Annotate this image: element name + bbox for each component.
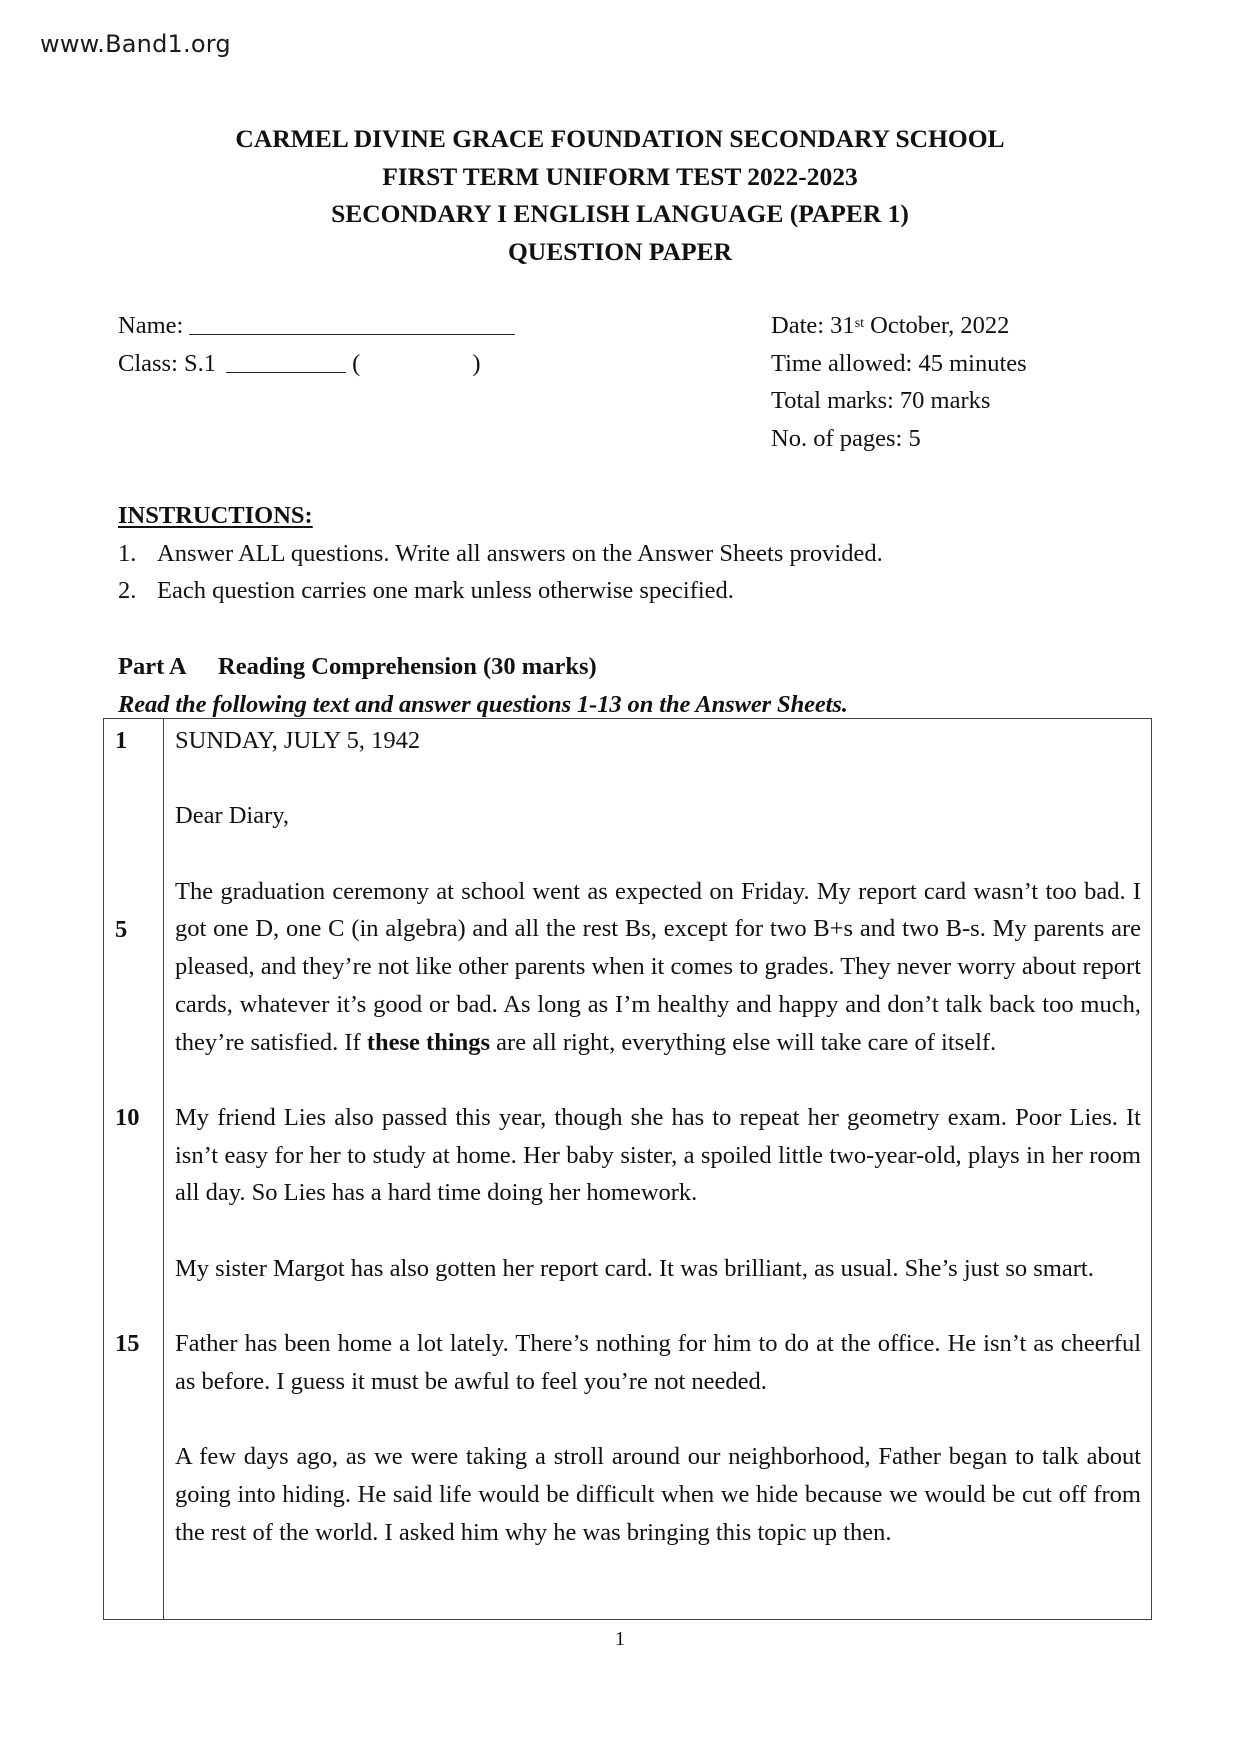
name-label: Name:: [118, 312, 184, 339]
paragraph-text: are all right, everything else will take care of itself.: [490, 1028, 997, 1056]
part-instruction: Read the following text and answer questions 1-13 on the Answer Sheets.: [118, 690, 848, 718]
exam-date: [771, 307, 1027, 345]
exam-title: FIRST TERM UNIFORM TEST 2022-2023: [382, 161, 858, 191]
paper-type: QUESTION PAPER: [507, 237, 733, 267]
passage-paragraph: A few days ago, as we were taking a stroll around our neighborhood, Father began to talk about going into hiding. He said life would be difficult when we hide because we would be cut off from the rest of the world. I asked him why he was bringing this topic up then.: [175, 1443, 1141, 1546]
page-number: 1: [615, 1628, 625, 1650]
date-prefix: Date: 31: [771, 312, 855, 339]
class-number-open-paren: (: [352, 349, 361, 377]
page-count: No. of pages: 5: [771, 425, 921, 453]
passage-paragraph: My friend Lies also passed this year, though she has to repeat her geometry exam. Poor Lies. It isn’t easy for her to study at home. Her baby sister, a spoiled little two-year-old, plays in her room all day. So Lies has a hard time doing her homework.: [175, 1103, 1141, 1207]
diary-date: SUNDAY, JULY 5, 1942: [175, 727, 421, 754]
name-field[interactable]: [189, 314, 515, 335]
line-number-divider: [163, 719, 164, 1619]
part-label: Part A: [118, 653, 187, 680]
instruction-text: Each question carries one mark unless otherwise specified.: [157, 577, 734, 605]
passage-paragraph: [175, 873, 1141, 1062]
student-info: [118, 307, 515, 382]
part-title: Reading Comprehension (30 marks): [218, 653, 597, 680]
line-number: 10: [115, 1104, 140, 1131]
part-a-header: [118, 648, 848, 723]
subject-title: SECONDARY I ENGLISH LANGUAGE (PAPER 1): [331, 199, 909, 229]
exam-header: [0, 120, 1240, 271]
paragraph-text: The graduation ceremony at school went as expected on Friday. My report card wasn’t too bad. I got one D, one C (in algebra) and all the rest Bs, except for two B+s and two B-s. My parents are pleased, and they’re not like other parents when it comes to grades. They never worry about report cards, whatever it’s good or bad. As long as I’m healthy and happy and don’t talk back too much, they’re satisfied. If: [175, 877, 1141, 1056]
instructions: [118, 497, 883, 610]
part-heading: [118, 648, 848, 686]
line-number: 1: [115, 727, 128, 754]
instructions-heading: INSTRUCTIONS:: [118, 502, 313, 529]
passage-paragraph: My sister Margot has also gotten her report card. It was brilliant, as usual. She’s just so smart.: [175, 1254, 1094, 1282]
watermark: www.Band1.org: [40, 30, 231, 58]
class-label: Class: S.1: [118, 349, 217, 377]
instruction-number: 2.: [118, 577, 137, 605]
instruction-item: [118, 572, 883, 610]
passage-text: [175, 722, 1141, 1551]
highlighted-phrase: these things: [366, 1028, 491, 1056]
name-row: [118, 307, 515, 345]
instruction-item: [118, 535, 883, 573]
class-field[interactable]: [226, 352, 346, 373]
class-number-close-paren: ): [472, 349, 481, 377]
line-number: 5: [115, 915, 128, 943]
reading-passage: [103, 718, 1152, 1620]
class-row: [118, 345, 515, 383]
school-name: CARMEL DIVINE GRACE FOUNDATION SECONDARY SCHOOL: [235, 124, 1005, 153]
instruction-number: 1.: [118, 539, 137, 567]
line-number: 15: [115, 1330, 140, 1357]
exam-info: [771, 307, 1027, 458]
date-suffix: October, 2022: [864, 312, 1010, 339]
date-ordinal: st: [854, 316, 865, 331]
time-allowed: Time allowed: 45 minutes: [771, 349, 1027, 377]
total-marks: Total marks: 70 marks: [771, 387, 991, 415]
diary-salutation: Dear Diary,: [175, 802, 290, 830]
passage-paragraph: Father has been home a lot lately. There’s nothing for him to do at the office. He isn’t as cheerful as before. I guess it must be awful to feel you’re not needed.: [175, 1330, 1141, 1395]
instruction-text: Answer ALL questions. Write all answers on the Answer Sheets provided.: [157, 539, 883, 567]
